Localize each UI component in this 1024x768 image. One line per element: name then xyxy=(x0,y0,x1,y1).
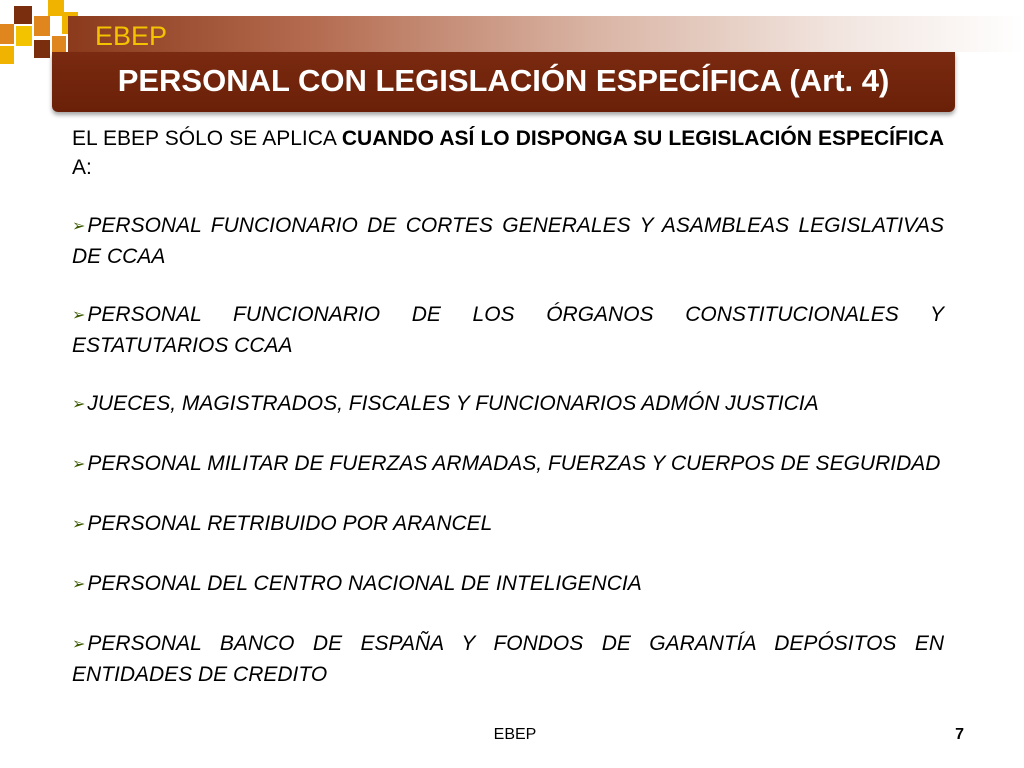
list-item-text: PERSONAL RETRIBUIDO POR ARANCEL xyxy=(87,512,493,535)
deco-square-orange xyxy=(52,36,66,52)
list-item xyxy=(72,449,944,480)
arrow-right-outline-icon: ➢ xyxy=(72,218,86,235)
arrow-right-outline-icon: ➢ xyxy=(72,576,86,593)
deco-square-gold xyxy=(16,26,32,46)
intro-suffix: A: xyxy=(72,156,92,179)
list-item-text: PERSONAL FUNCIONARIO DE LOS ÓRGANOS CONSTITUCIONALES Y ESTATUTARIOS CCAA xyxy=(72,303,944,357)
list-item xyxy=(72,389,944,420)
slide-content xyxy=(72,124,944,689)
deco-square-dark xyxy=(34,40,50,58)
header-gradient-band xyxy=(68,16,1024,52)
list-item xyxy=(72,300,944,360)
arrow-right-outline-icon: ➢ xyxy=(72,636,86,653)
arrow-right-outline-icon: ➢ xyxy=(72,307,86,324)
arrow-right-outline-icon: ➢ xyxy=(72,456,86,473)
title-bar xyxy=(52,52,955,112)
deco-square-orange xyxy=(34,16,50,36)
list-item-text: PERSONAL MILITAR DE FUERZAS ARMADAS, FUERZAS Y CUERPOS DE SEGURIDAD xyxy=(87,452,941,475)
arrow-right-outline-icon: ➢ xyxy=(72,516,86,533)
list-item xyxy=(72,569,944,600)
list-item-text: PERSONAL BANCO DE ESPAÑA Y FONDOS DE GARANTÍA DEPÓSITOS EN ENTIDADES DE CREDITO xyxy=(72,632,944,686)
brand-label: EBEP xyxy=(95,21,168,51)
page-number: 7 xyxy=(955,726,964,743)
list-item xyxy=(72,629,944,689)
intro-paragraph xyxy=(72,124,944,182)
intro-emphasis: CUANDO ASÍ LO DISPONGA SU LEGISLACIÓN ESPECÍFICA xyxy=(341,127,944,150)
slide-title: PERSONAL CON LEGISLACIÓN ESPECÍFICA (Art. 4) xyxy=(117,63,890,98)
arrow-right-outline-icon: ➢ xyxy=(72,396,86,413)
intro-prefix: EL EBEP SÓLO SE APLICA xyxy=(72,127,342,150)
list-item xyxy=(72,211,944,271)
footer-label: EBEP xyxy=(493,726,537,743)
list-item-text: PERSONAL FUNCIONARIO DE CORTES GENERALES Y ASAMBLEAS LEGISLATIVAS DE CCAA xyxy=(72,214,944,268)
deco-square-gold xyxy=(0,46,14,64)
deco-square-dark xyxy=(14,6,32,24)
deco-square-orange xyxy=(0,24,14,44)
list-item-text: JUECES, MAGISTRADOS, FISCALES Y FUNCIONARIOS ADMÓN JUSTICIA xyxy=(87,392,819,415)
list-item xyxy=(72,509,944,540)
list-item-text: PERSONAL DEL CENTRO NACIONAL DE INTELIGENCIA xyxy=(87,572,642,595)
